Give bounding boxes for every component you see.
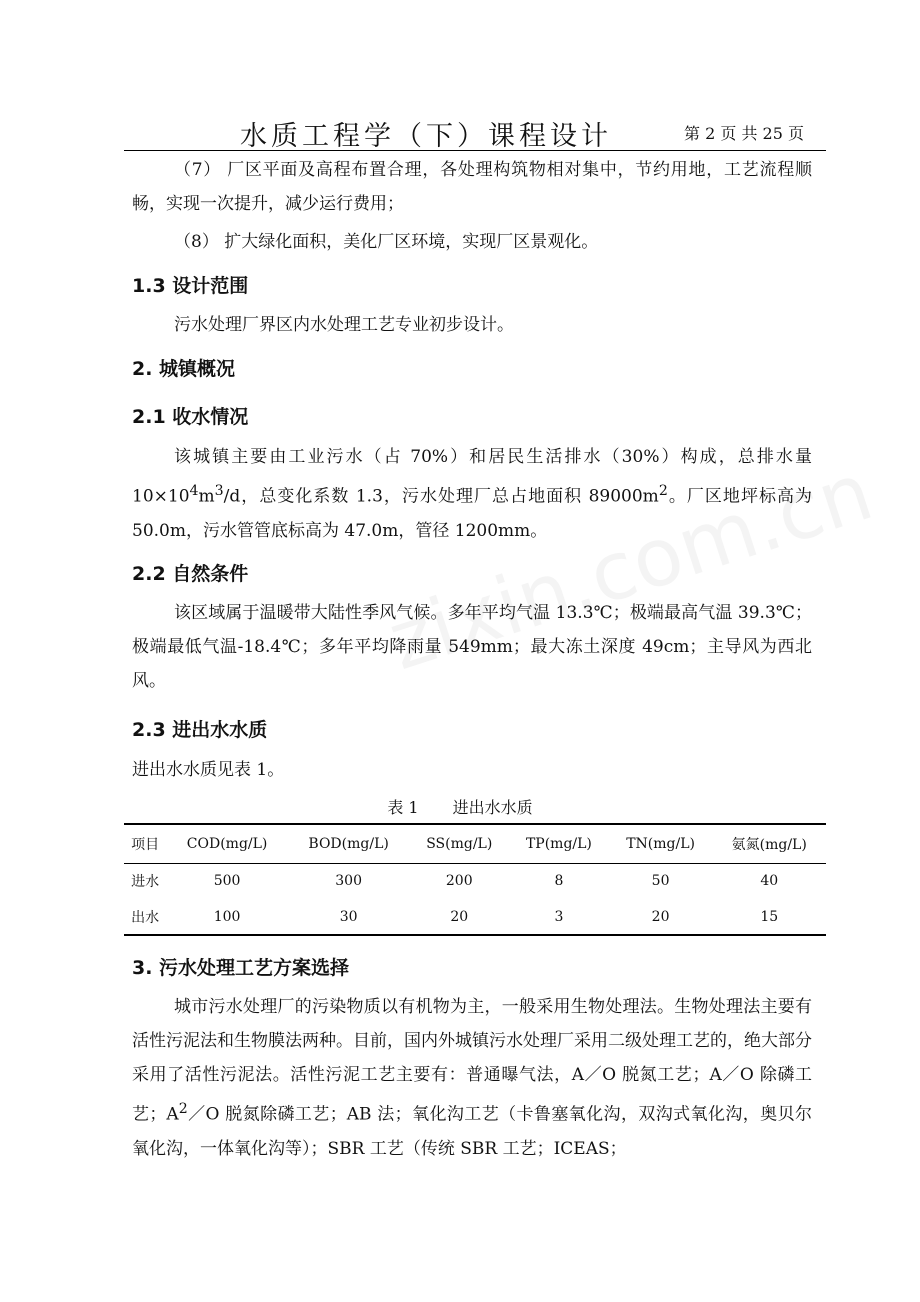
table-cell: 40: [760, 873, 779, 890]
paragraph-2-3: 进出水水质见表 1。: [132, 760, 285, 780]
table-row: [124, 899, 826, 935]
table-cell: 500: [213, 873, 241, 890]
table-cell: 8: [554, 873, 564, 890]
table-cell: 200: [445, 873, 473, 890]
header-tn: TN(mg/L): [609, 824, 713, 863]
table-cell: 50: [651, 873, 670, 890]
table-cell: 30: [288, 899, 409, 935]
header-tp: TP(mg/L): [509, 824, 609, 863]
heading-1-3: 1.3 设计范围: [132, 275, 249, 297]
table-cell: 15: [712, 899, 826, 935]
header-item: 项目: [124, 824, 166, 863]
table-cell: 20: [609, 899, 713, 935]
paragraph-2-1: 该城镇主要由工业污水（占 70%）和居民生活排水（30%）构成，总排水量 $10\times 10^4m^3/d$，总变化系数 1.3，污水处理厂总占地面积 $89000m^2$。厂区地坪标高为 50.0m，污水管管底标高为 47.0m，管径 1200mm。: [132, 447, 813, 541]
paragraph-2-2: 该区域属于温暖带大陆性季风气候。多年平均气温 13.3℃；极端最高气温 39.3℃；极端最低气温-18.4℃；多年平均降雨量 549mm；最大冻土深度 49cm；主导风为西北风。: [132, 603, 812, 691]
table-number: 表 1: [387, 798, 419, 817]
table-cell: 进水: [131, 874, 160, 891]
table-cell: 3: [509, 899, 609, 935]
header-ammonia: 氨氮(mg/L): [712, 824, 826, 863]
header-cod: COD(mg/L): [166, 824, 288, 863]
header-bod: BOD(mg/L): [288, 824, 409, 863]
header-rule: [124, 150, 826, 151]
document-title: 水质工程学（下）课程设计: [240, 121, 612, 152]
table-cell: 20: [409, 899, 509, 935]
header-ss: SS(mg/L): [409, 824, 509, 863]
table-cell: 100: [166, 899, 288, 935]
heading-2: 2. 城镇概况: [132, 358, 236, 380]
paragraph-item-7: （7） 厂区平面及高程布置合理，各处理构筑物相对集中，节约用地，工艺流程顺畅，实现一次提升，减少运行费用；: [132, 160, 812, 214]
table-cell: 出水: [124, 899, 166, 935]
heading-2-1: 2.1 收水情况: [132, 406, 249, 428]
heading-3: 3. 污水处理工艺方案选择: [132, 957, 350, 979]
heading-2-2: 2.2 自然条件: [132, 563, 249, 585]
paragraph-3: 城市污水处理厂的污染物质以有机物为主，一般采用生物处理法。生物处理法主要有活性污泥法和生物膜法两种。目前，国内外城镇污水处理厂采用二级处理工艺的，绝大部分采用了活性污泥法。活性污泥工艺主要有：普通曝气法，A／O 脱氮工艺；A／O 除磷工艺；$A^2/O$ 脱氮除磷工艺；AB 法；氧化沟工艺（卡鲁塞氧化沟，双沟式氧化沟，奥贝尔氧化沟，一体氧化沟等）；SBR 工艺（传统 SBR 工艺；ICEAS；: [132, 997, 812, 1159]
paragraph-item-8: （8） 扩大绿化面积，美化厂区环境，实现厂区景观化。: [174, 232, 599, 252]
page-number: 第 2 页 共 25 页: [684, 124, 804, 143]
table-caption: [0, 795, 920, 818]
table-title: 进出水水质: [452, 798, 533, 817]
table-cell: 300: [335, 873, 362, 890]
page-header: [124, 114, 826, 154]
table-row: [124, 863, 826, 899]
paragraph-1-3: 污水处理厂界区内水处理工艺专业初步设计。: [174, 315, 514, 335]
heading-2-3: 2.3 进出水水质: [132, 719, 268, 741]
table-header-row: [124, 824, 826, 863]
water-quality-table: [124, 823, 826, 936]
